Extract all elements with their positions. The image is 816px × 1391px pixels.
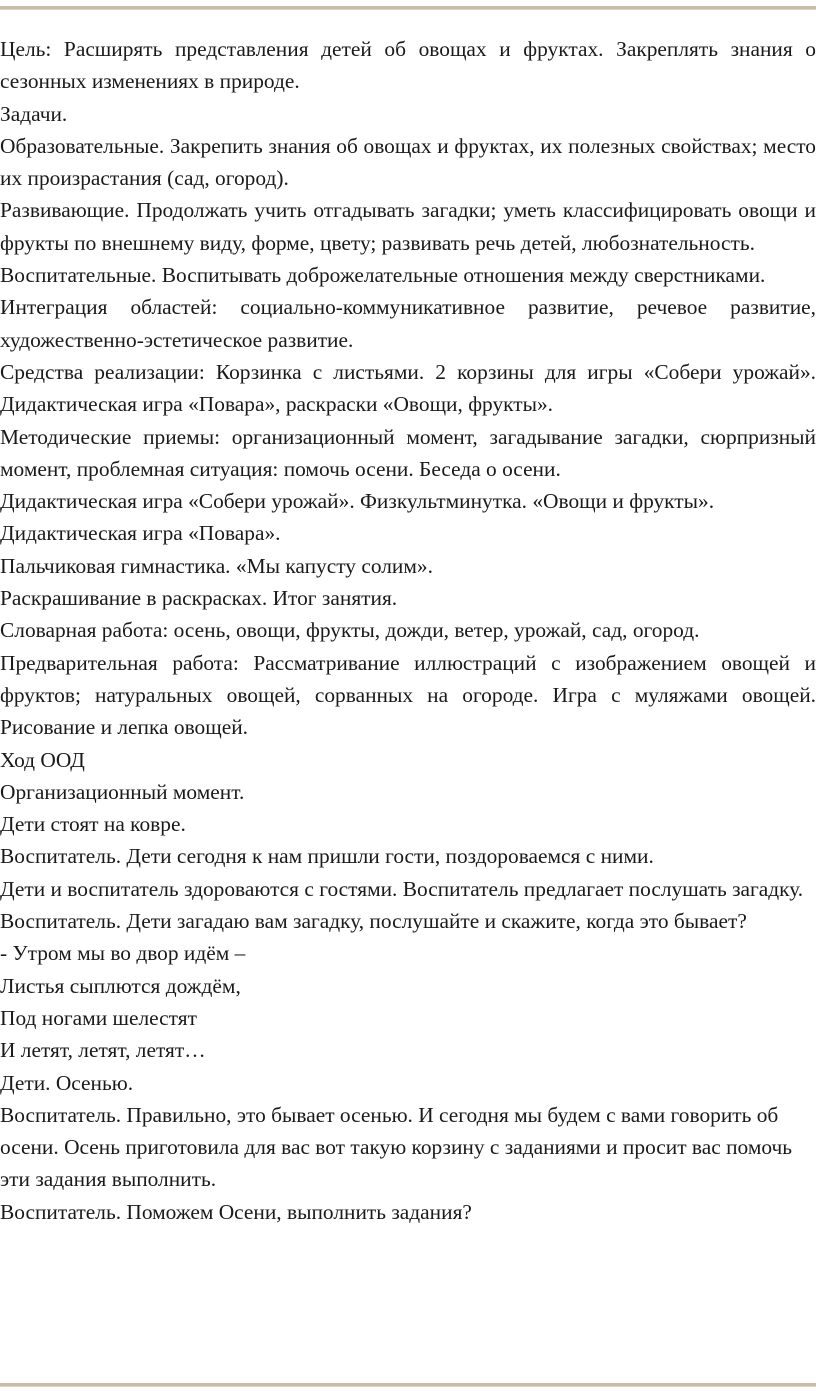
developing-tasks: Развивающие. Продолжать учить отгадывать загадки; уметь классифицировать овощи и фрукты по внешнему виду, форме, цвету; развивать речь детей, любознательность. [0, 198, 816, 255]
riddle-line-1: - Утром мы во двор идём – [0, 941, 246, 966]
finger-gymnastics-paragraph: Пальчиковая гимнастика. «Мы капусту солим». [0, 553, 433, 578]
riddle-line-3: Под ногами шелестят [0, 1005, 197, 1030]
children-stand-line: Дети стоят на ковре. [0, 812, 186, 837]
means-paragraph: Средства реализации: Корзинка с листьями. 2 корзины для игры «Собери урожай». Дидактическая игра «Повара», раскраски «Овощи, фрукты». [0, 359, 816, 417]
org-moment-line: Организационный момент. [0, 779, 245, 804]
riddle-intro-paragraph: Воспитатель. Дети загадаю вам загадку, послушайте и скажите, когда это бывает? [0, 909, 747, 934]
coloring-paragraph: Раскрашивание в раскрасках. Итог занятия. [0, 586, 398, 611]
riddle-line-2: Листья сыплются дождём, [0, 973, 241, 998]
educational-tasks: Образовательные. Закрепить знания об овощах и фруктах, их полезных свойствах; место их произрастания (сад, огород). [0, 133, 816, 191]
teacher-guests-line: Воспитатель. Дети сегодня к нам пришли гости, поздороваемся с ними. [0, 844, 654, 869]
greeting-paragraph: Дети и воспитатель здороваются с гостями. Воспитатель предлагает послушать загадку. [0, 876, 804, 901]
upbringing-tasks: Воспитательные. Воспитывать доброжелательные отношения между сверстниками. [0, 263, 766, 288]
vocabulary-paragraph: Словарная работа: осень, овощи, фрукты, дожди, ветер, урожай, сад, огород. [0, 618, 700, 643]
lesson-flow-heading: Ход ООД [0, 747, 85, 772]
riddle-line-4: И летят, летят, летят… [0, 1038, 206, 1063]
goal-paragraph: Цель: Расширять представления детей об овощах и фруктах. Закреплять знания о сезонных изменениях в природе. [0, 37, 816, 94]
didactic-game-paragraph: Дидактическая игра «Собери урожай». Физкультминутка. «Овощи и фрукты». Дидактическая игра «Повара». [0, 489, 715, 546]
preliminary-work-paragraph: Предварительная работа: Рассматривание иллюстраций с изображением овощей и фруктов; натуральных овощей, сорванных на огороде. Игра с муляжами овощей. Рисование и лепка овощей. [0, 650, 816, 740]
teacher-autumn-paragraph: Воспитатель. Правильно, это бывает осенью. И сегодня мы будем с вами говорить об осени. Осень приготовила для вас вот такую корзину с заданиями и просит вас помочь эти задания выполнить. [0, 1102, 793, 1192]
document-body [0, 33, 816, 1228]
tasks-heading: Задачи. [0, 101, 68, 126]
children-answer-line: Дети. Осенью. [0, 1070, 134, 1095]
teacher-help-line: Воспитатель. Поможем Осени, выполнить задания? [0, 1199, 472, 1224]
methods-paragraph: Методические приемы: организационный момент, загадывание загадки, сюрпризный момент, проблемная ситуация: помочь осени. Беседа о осени. [0, 424, 816, 481]
top-divider [0, 6, 816, 10]
integration-paragraph: Интеграция областей: социально-коммуникативное развитие, речевое развитие, художественно-эстетическое развитие. [0, 295, 816, 352]
bottom-divider [0, 1383, 816, 1387]
